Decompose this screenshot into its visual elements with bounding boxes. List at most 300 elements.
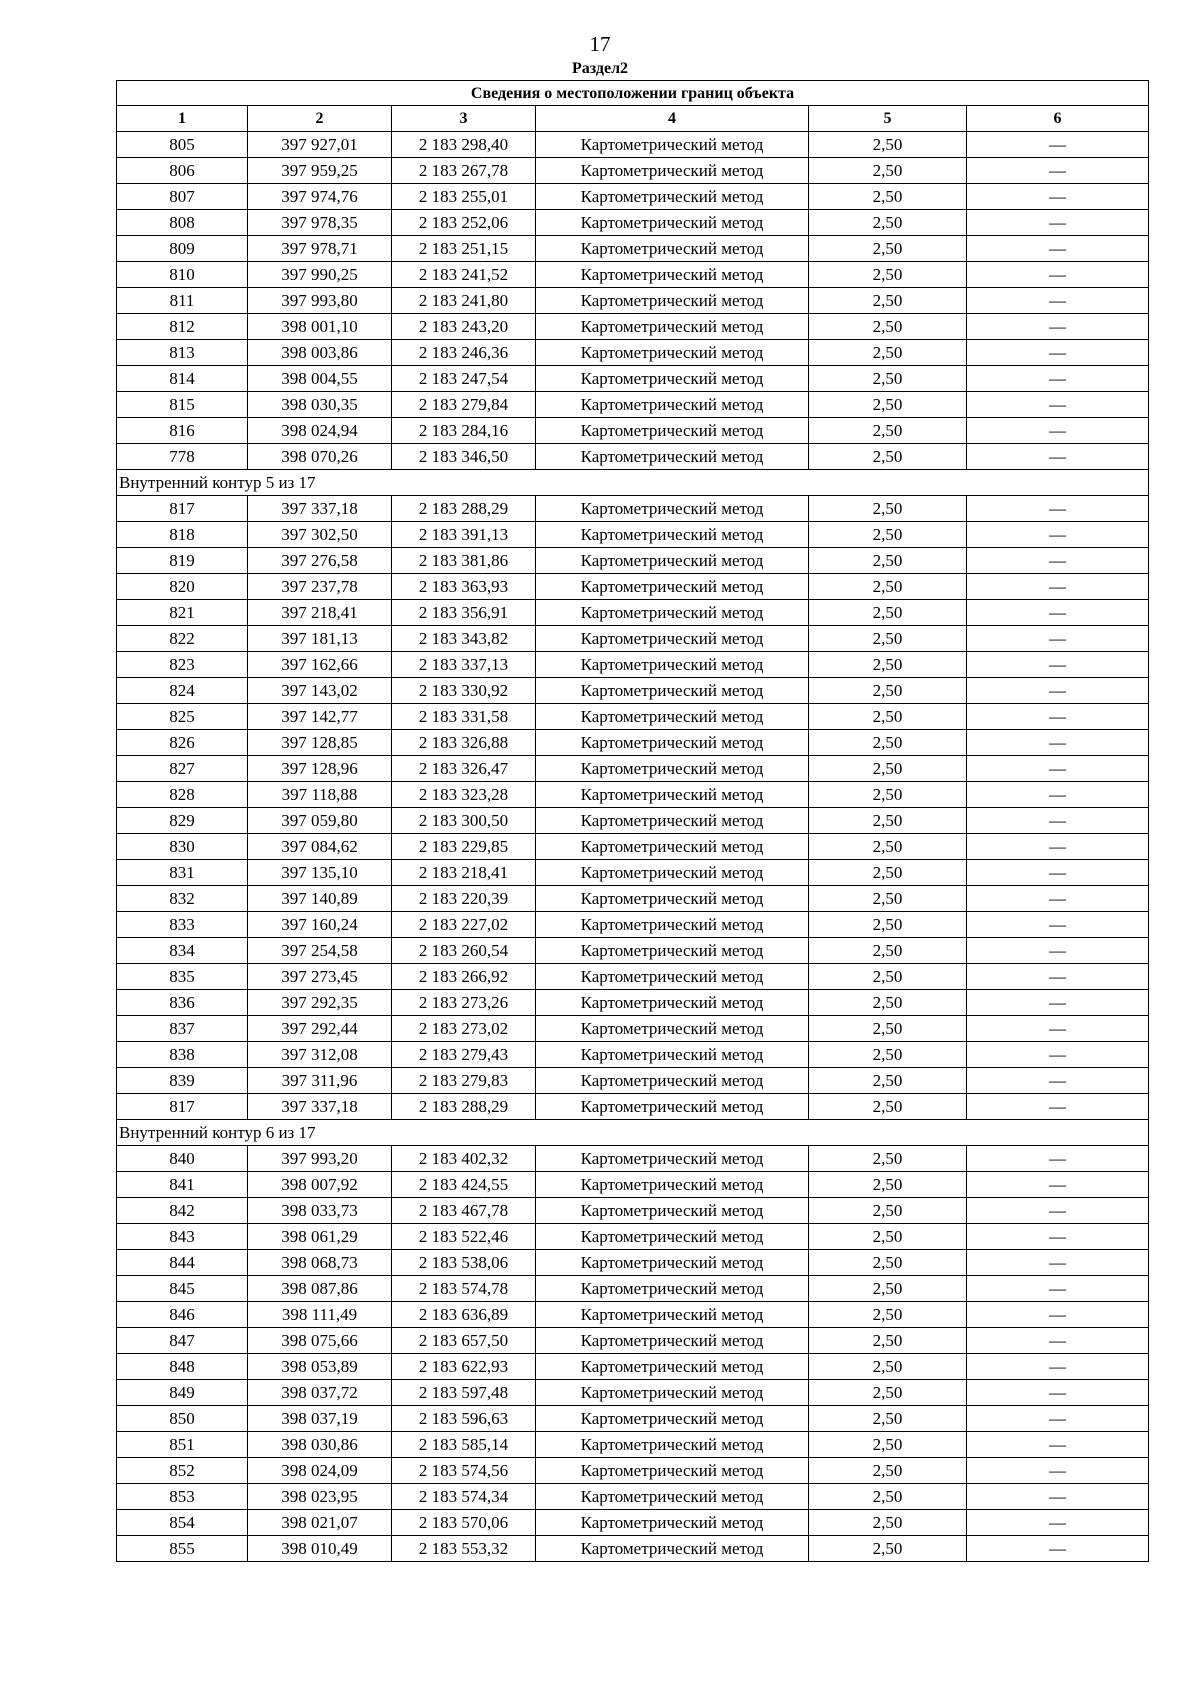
table-cell: Картометрический метод <box>536 1146 809 1172</box>
table-cell: 397 927,01 <box>248 132 392 158</box>
table-cell: 825 <box>117 704 248 730</box>
table-cell: — <box>967 522 1149 548</box>
table-cell: — <box>967 756 1149 782</box>
table-cell: 2 183 391,13 <box>392 522 536 548</box>
table-cell: 2,50 <box>809 1354 967 1380</box>
table-cell: Картометрический метод <box>536 1094 809 1120</box>
table-cell: 848 <box>117 1354 248 1380</box>
table-cell: 842 <box>117 1198 248 1224</box>
table-row <box>117 444 1149 470</box>
table-cell: 2 183 241,52 <box>392 262 536 288</box>
table-cell: Картометрический метод <box>536 782 809 808</box>
table-cell: 397 059,80 <box>248 808 392 834</box>
table-cell: 817 <box>117 1094 248 1120</box>
table-cell: — <box>967 392 1149 418</box>
column-header-row <box>117 106 1149 132</box>
table-cell: — <box>967 860 1149 886</box>
table-cell: 2 183 241,80 <box>392 288 536 314</box>
table-cell: — <box>967 1198 1149 1224</box>
table-cell: 827 <box>117 756 248 782</box>
table-row <box>117 1146 1149 1172</box>
table-cell: 2 183 343,82 <box>392 626 536 652</box>
table-cell: 2,50 <box>809 1068 967 1094</box>
table-cell: 2,50 <box>809 522 967 548</box>
table-cell: — <box>967 1354 1149 1380</box>
table-cell: 397 181,13 <box>248 626 392 652</box>
table-cell: — <box>967 600 1149 626</box>
table-cell: 2,50 <box>809 1458 967 1484</box>
table-cell: 834 <box>117 938 248 964</box>
table-cell: 397 974,76 <box>248 184 392 210</box>
table-cell: 2,50 <box>809 730 967 756</box>
table-cell: 823 <box>117 652 248 678</box>
table-row <box>117 1536 1149 1562</box>
table-row <box>117 548 1149 574</box>
table-cell: 809 <box>117 236 248 262</box>
table-cell: 2 183 323,28 <box>392 782 536 808</box>
table-cell: — <box>967 1458 1149 1484</box>
column-header: 4 <box>536 106 809 132</box>
table-cell: 2 183 337,13 <box>392 652 536 678</box>
table-cell: 397 337,18 <box>248 496 392 522</box>
table-cell: — <box>967 210 1149 236</box>
table-cell: Картометрический метод <box>536 1458 809 1484</box>
contour-header-row <box>117 1120 1149 1146</box>
table-row <box>117 1172 1149 1198</box>
table-cell: — <box>967 1042 1149 1068</box>
table-cell: 810 <box>117 262 248 288</box>
table-cell: 2,50 <box>809 964 967 990</box>
table-cell: Картометрический метод <box>536 496 809 522</box>
table-cell: 2,50 <box>809 1146 967 1172</box>
table-row <box>117 834 1149 860</box>
table-cell: 2 183 574,56 <box>392 1458 536 1484</box>
table-cell: 806 <box>117 158 248 184</box>
table-cell: 2 183 279,84 <box>392 392 536 418</box>
table-cell: 398 024,09 <box>248 1458 392 1484</box>
table-cell: 2,50 <box>809 1016 967 1042</box>
table-cell: 2,50 <box>809 132 967 158</box>
table-cell: 2,50 <box>809 1224 967 1250</box>
table-row <box>117 1458 1149 1484</box>
table-cell: 849 <box>117 1380 248 1406</box>
table-cell: 2,50 <box>809 392 967 418</box>
table-cell: 2 183 326,88 <box>392 730 536 756</box>
table-cell: 821 <box>117 600 248 626</box>
column-header: 1 <box>117 106 248 132</box>
table-cell: — <box>967 184 1149 210</box>
table-title: Сведения о местоположении границ объекта <box>117 81 1149 106</box>
table-cell: — <box>967 1302 1149 1328</box>
table-cell: 398 075,66 <box>248 1328 392 1354</box>
table-cell: Картометрический метод <box>536 574 809 600</box>
table-cell: 832 <box>117 886 248 912</box>
table-cell: 2 183 574,78 <box>392 1276 536 1302</box>
table-cell: — <box>967 1224 1149 1250</box>
table-cell: — <box>967 1172 1149 1198</box>
table-cell: 2 183 255,01 <box>392 184 536 210</box>
table-cell: 2,50 <box>809 418 967 444</box>
table-cell: — <box>967 704 1149 730</box>
table-cell: 833 <box>117 912 248 938</box>
table-cell: 2,50 <box>809 262 967 288</box>
table-cell: 2 183 522,46 <box>392 1224 536 1250</box>
table-cell: — <box>967 1146 1149 1172</box>
table-cell: 814 <box>117 366 248 392</box>
table-cell: — <box>967 418 1149 444</box>
table-cell: 828 <box>117 782 248 808</box>
table-row <box>117 1328 1149 1354</box>
table-cell: 398 001,10 <box>248 314 392 340</box>
table-cell: 397 978,71 <box>248 236 392 262</box>
table-row <box>117 1380 1149 1406</box>
table-cell: 851 <box>117 1432 248 1458</box>
table-cell: 829 <box>117 808 248 834</box>
table-cell: 2 183 279,43 <box>392 1042 536 1068</box>
table-cell: 397 135,10 <box>248 860 392 886</box>
table-cell: Картометрический метод <box>536 522 809 548</box>
table-cell: 820 <box>117 574 248 600</box>
table-title-row <box>117 81 1149 106</box>
column-header: 2 <box>248 106 392 132</box>
table-cell: 2 183 346,50 <box>392 444 536 470</box>
table-cell: 2 183 298,40 <box>392 132 536 158</box>
table-row <box>117 990 1149 1016</box>
table-cell: 2 183 596,63 <box>392 1406 536 1432</box>
table-cell: 397 273,45 <box>248 964 392 990</box>
table-row <box>117 886 1149 912</box>
table-cell: 397 276,58 <box>248 548 392 574</box>
table-cell: — <box>967 834 1149 860</box>
table-cell: 2 183 220,39 <box>392 886 536 912</box>
table-cell: 397 140,89 <box>248 886 392 912</box>
table-cell: 398 087,86 <box>248 1276 392 1302</box>
table-cell: 397 162,66 <box>248 652 392 678</box>
table-cell: Картометрический метод <box>536 704 809 730</box>
table-row <box>117 1016 1149 1042</box>
table-cell: Картометрический метод <box>536 418 809 444</box>
table-cell: Картометрический метод <box>536 548 809 574</box>
table-cell: 843 <box>117 1224 248 1250</box>
table-cell: — <box>967 288 1149 314</box>
table-cell: Картометрический метод <box>536 678 809 704</box>
table-cell: 397 978,35 <box>248 210 392 236</box>
table-cell: 2 183 227,02 <box>392 912 536 938</box>
table-row <box>117 1250 1149 1276</box>
table-cell: 816 <box>117 418 248 444</box>
table-cell: 2 183 288,29 <box>392 1094 536 1120</box>
table-cell: 397 993,80 <box>248 288 392 314</box>
table-cell: 398 053,89 <box>248 1354 392 1380</box>
table-cell: Картометрический метод <box>536 808 809 834</box>
table-cell: Картометрический метод <box>536 1276 809 1302</box>
table-cell: 2 183 657,50 <box>392 1328 536 1354</box>
table-cell: — <box>967 262 1149 288</box>
table-cell: 2 183 288,29 <box>392 496 536 522</box>
table-row <box>117 1484 1149 1510</box>
contour-header-row <box>117 470 1149 496</box>
table-cell: 397 084,62 <box>248 834 392 860</box>
table-cell: 2 183 402,32 <box>392 1146 536 1172</box>
table-cell: Картометрический метод <box>536 1328 809 1354</box>
table-cell: Картометрический метод <box>536 210 809 236</box>
table-row <box>117 938 1149 964</box>
table-cell: 813 <box>117 340 248 366</box>
table-row <box>117 626 1149 652</box>
table-cell: Картометрический метод <box>536 1250 809 1276</box>
table-cell: 2,50 <box>809 444 967 470</box>
table-cell: 2 183 243,20 <box>392 314 536 340</box>
table-cell: 2 183 622,93 <box>392 1354 536 1380</box>
table-row <box>117 132 1149 158</box>
table-cell: 2 183 363,93 <box>392 574 536 600</box>
column-header: 3 <box>392 106 536 132</box>
table-cell: — <box>967 678 1149 704</box>
table-cell: — <box>967 340 1149 366</box>
table-cell: 815 <box>117 392 248 418</box>
table-cell: 2,50 <box>809 1484 967 1510</box>
table-cell: 837 <box>117 1016 248 1042</box>
table-cell: 2,50 <box>809 366 967 392</box>
table-row <box>117 288 1149 314</box>
table-cell: 397 218,41 <box>248 600 392 626</box>
table-row <box>117 730 1149 756</box>
table-cell: Картометрический метод <box>536 158 809 184</box>
table-cell: 397 292,44 <box>248 1016 392 1042</box>
table-row <box>117 210 1149 236</box>
table-cell: 2,50 <box>809 834 967 860</box>
table-row <box>117 1276 1149 1302</box>
table-cell: 397 292,35 <box>248 990 392 1016</box>
table-cell: 2,50 <box>809 1510 967 1536</box>
table-cell: 830 <box>117 834 248 860</box>
table-row <box>117 678 1149 704</box>
table-cell: 398 070,26 <box>248 444 392 470</box>
table-cell: — <box>967 782 1149 808</box>
table-cell: Картометрический метод <box>536 964 809 990</box>
table-cell: 2 183 218,41 <box>392 860 536 886</box>
table-cell: — <box>967 1068 1149 1094</box>
table-cell: 2 183 570,06 <box>392 1510 536 1536</box>
table-cell: — <box>967 574 1149 600</box>
table-cell: — <box>967 990 1149 1016</box>
table-cell: Картометрический метод <box>536 1354 809 1380</box>
table-cell: 2 183 279,83 <box>392 1068 536 1094</box>
table-cell: Картометрический метод <box>536 1224 809 1250</box>
table-cell: — <box>967 1016 1149 1042</box>
table-cell: 846 <box>117 1302 248 1328</box>
table-row <box>117 782 1149 808</box>
table-cell: 2,50 <box>809 600 967 626</box>
table-cell: — <box>967 886 1149 912</box>
table-cell: Картометрический метод <box>536 1536 809 1562</box>
table-cell: — <box>967 912 1149 938</box>
table-cell: 397 311,96 <box>248 1068 392 1094</box>
table-cell: 807 <box>117 184 248 210</box>
table-row <box>117 262 1149 288</box>
table-cell: Картометрический метод <box>536 340 809 366</box>
table-cell: 398 061,29 <box>248 1224 392 1250</box>
table-cell: 818 <box>117 522 248 548</box>
table-row <box>117 600 1149 626</box>
table-cell: 2,50 <box>809 886 967 912</box>
table-cell: Картометрический метод <box>536 262 809 288</box>
table-cell: 778 <box>117 444 248 470</box>
table-cell: 817 <box>117 496 248 522</box>
table-cell: 2 183 251,15 <box>392 236 536 262</box>
table-cell: 2,50 <box>809 1198 967 1224</box>
table-cell: Картометрический метод <box>536 730 809 756</box>
table-cell: 2,50 <box>809 1172 967 1198</box>
table-cell: 854 <box>117 1510 248 1536</box>
table-cell: Картометрический метод <box>536 990 809 1016</box>
table-cell: 2,50 <box>809 314 967 340</box>
table-cell: 2 183 300,50 <box>392 808 536 834</box>
table-cell: Картометрический метод <box>536 600 809 626</box>
table-cell: 840 <box>117 1146 248 1172</box>
table-cell: 2,50 <box>809 1042 967 1068</box>
table-cell: Картометрический метод <box>536 1068 809 1094</box>
table-cell: 2 183 260,54 <box>392 938 536 964</box>
table-row <box>117 1094 1149 1120</box>
table-cell: 2,50 <box>809 938 967 964</box>
table-cell: — <box>967 1276 1149 1302</box>
table-cell: 822 <box>117 626 248 652</box>
table-cell: 397 142,77 <box>248 704 392 730</box>
table-cell: 836 <box>117 990 248 1016</box>
section-title: Раздел2 <box>571 60 629 77</box>
table-cell: 2 183 246,36 <box>392 340 536 366</box>
table-cell: Картометрический метод <box>536 886 809 912</box>
table-cell: 2,50 <box>809 652 967 678</box>
table-cell: — <box>967 652 1149 678</box>
table-cell: 398 003,86 <box>248 340 392 366</box>
table-cell: 839 <box>117 1068 248 1094</box>
table-cell: 805 <box>117 132 248 158</box>
column-header: 5 <box>809 106 967 132</box>
table-row <box>117 808 1149 834</box>
table-cell: 812 <box>117 314 248 340</box>
table-cell: 847 <box>117 1328 248 1354</box>
table-cell: 2 183 326,47 <box>392 756 536 782</box>
table-cell: Картометрический метод <box>536 1406 809 1432</box>
table-cell: 2,50 <box>809 704 967 730</box>
contour-label: Внутренний контур 5 из 17 <box>117 470 1149 496</box>
table-row <box>117 496 1149 522</box>
table-cell: 397 302,50 <box>248 522 392 548</box>
table-cell: 831 <box>117 860 248 886</box>
table-cell: 2 183 356,91 <box>392 600 536 626</box>
table-cell: Картометрический метод <box>536 1198 809 1224</box>
table-row <box>117 1354 1149 1380</box>
table-cell: Картометрический метод <box>536 1042 809 1068</box>
table-row <box>117 860 1149 886</box>
table-cell: Картометрический метод <box>536 288 809 314</box>
table-cell: 2,50 <box>809 236 967 262</box>
table-cell: Картометрический метод <box>536 1016 809 1042</box>
table-cell: 2 183 273,02 <box>392 1016 536 1042</box>
table-cell: Картометрический метод <box>536 1302 809 1328</box>
table-cell: 2,50 <box>809 1432 967 1458</box>
table-row <box>117 1224 1149 1250</box>
table-cell: — <box>967 444 1149 470</box>
table-cell: 397 337,18 <box>248 1094 392 1120</box>
table-cell: 2 183 284,16 <box>392 418 536 444</box>
table-row <box>117 418 1149 444</box>
table-cell: 398 023,95 <box>248 1484 392 1510</box>
table-cell: 2,50 <box>809 1250 967 1276</box>
table-cell: — <box>967 496 1149 522</box>
table-cell: 850 <box>117 1406 248 1432</box>
table-cell: 2,50 <box>809 860 967 886</box>
table-cell: 2,50 <box>809 1302 967 1328</box>
table-cell: 2,50 <box>809 548 967 574</box>
table-cell: 398 024,94 <box>248 418 392 444</box>
table-cell: 2,50 <box>809 1094 967 1120</box>
table-cell: 2 183 574,34 <box>392 1484 536 1510</box>
table-cell: Картометрический метод <box>536 1380 809 1406</box>
table-cell: 397 160,24 <box>248 912 392 938</box>
table-cell: — <box>967 1432 1149 1458</box>
table-cell: 2 183 538,06 <box>392 1250 536 1276</box>
table-row <box>117 574 1149 600</box>
table-cell: — <box>967 366 1149 392</box>
table-cell: 2,50 <box>809 340 967 366</box>
table-cell: 2,50 <box>809 158 967 184</box>
table-cell: 2,50 <box>809 1380 967 1406</box>
table-cell: Картометрический метод <box>536 1484 809 1510</box>
table-cell: — <box>967 808 1149 834</box>
table-cell: 398 033,73 <box>248 1198 392 1224</box>
table-cell: 398 037,19 <box>248 1406 392 1432</box>
table-cell: 2,50 <box>809 912 967 938</box>
table-cell: 2,50 <box>809 288 967 314</box>
table-cell: Картометрический метод <box>536 756 809 782</box>
table-cell: 2,50 <box>809 1276 967 1302</box>
table-cell: 397 254,58 <box>248 938 392 964</box>
table-row <box>117 1510 1149 1536</box>
table-cell: 826 <box>117 730 248 756</box>
table-cell: 2 183 273,26 <box>392 990 536 1016</box>
table-cell: 2,50 <box>809 496 967 522</box>
table-cell: Картометрический метод <box>536 366 809 392</box>
table-cell: Картометрический метод <box>536 236 809 262</box>
table-cell: 2 183 467,78 <box>392 1198 536 1224</box>
table-cell: Картометрический метод <box>536 444 809 470</box>
table-cell: 844 <box>117 1250 248 1276</box>
table-cell: Картометрический метод <box>536 652 809 678</box>
table-cell: — <box>967 314 1149 340</box>
coordinates-table <box>116 80 1149 1562</box>
table-cell: 2 183 229,85 <box>392 834 536 860</box>
table-cell: 2 183 252,06 <box>392 210 536 236</box>
table-cell: — <box>967 730 1149 756</box>
table-row <box>117 704 1149 730</box>
table-cell: Картометрический метод <box>536 626 809 652</box>
table-cell: Картометрический метод <box>536 314 809 340</box>
table-cell: 2 183 636,89 <box>392 1302 536 1328</box>
table-cell: 2,50 <box>809 808 967 834</box>
table-row <box>117 392 1149 418</box>
table-row <box>117 1432 1149 1458</box>
table-row <box>117 340 1149 366</box>
table-cell: 2 183 331,58 <box>392 704 536 730</box>
column-header: 6 <box>967 106 1149 132</box>
table-cell: — <box>967 548 1149 574</box>
table-row <box>117 912 1149 938</box>
table-cell: 819 <box>117 548 248 574</box>
table-cell: 398 007,92 <box>248 1172 392 1198</box>
